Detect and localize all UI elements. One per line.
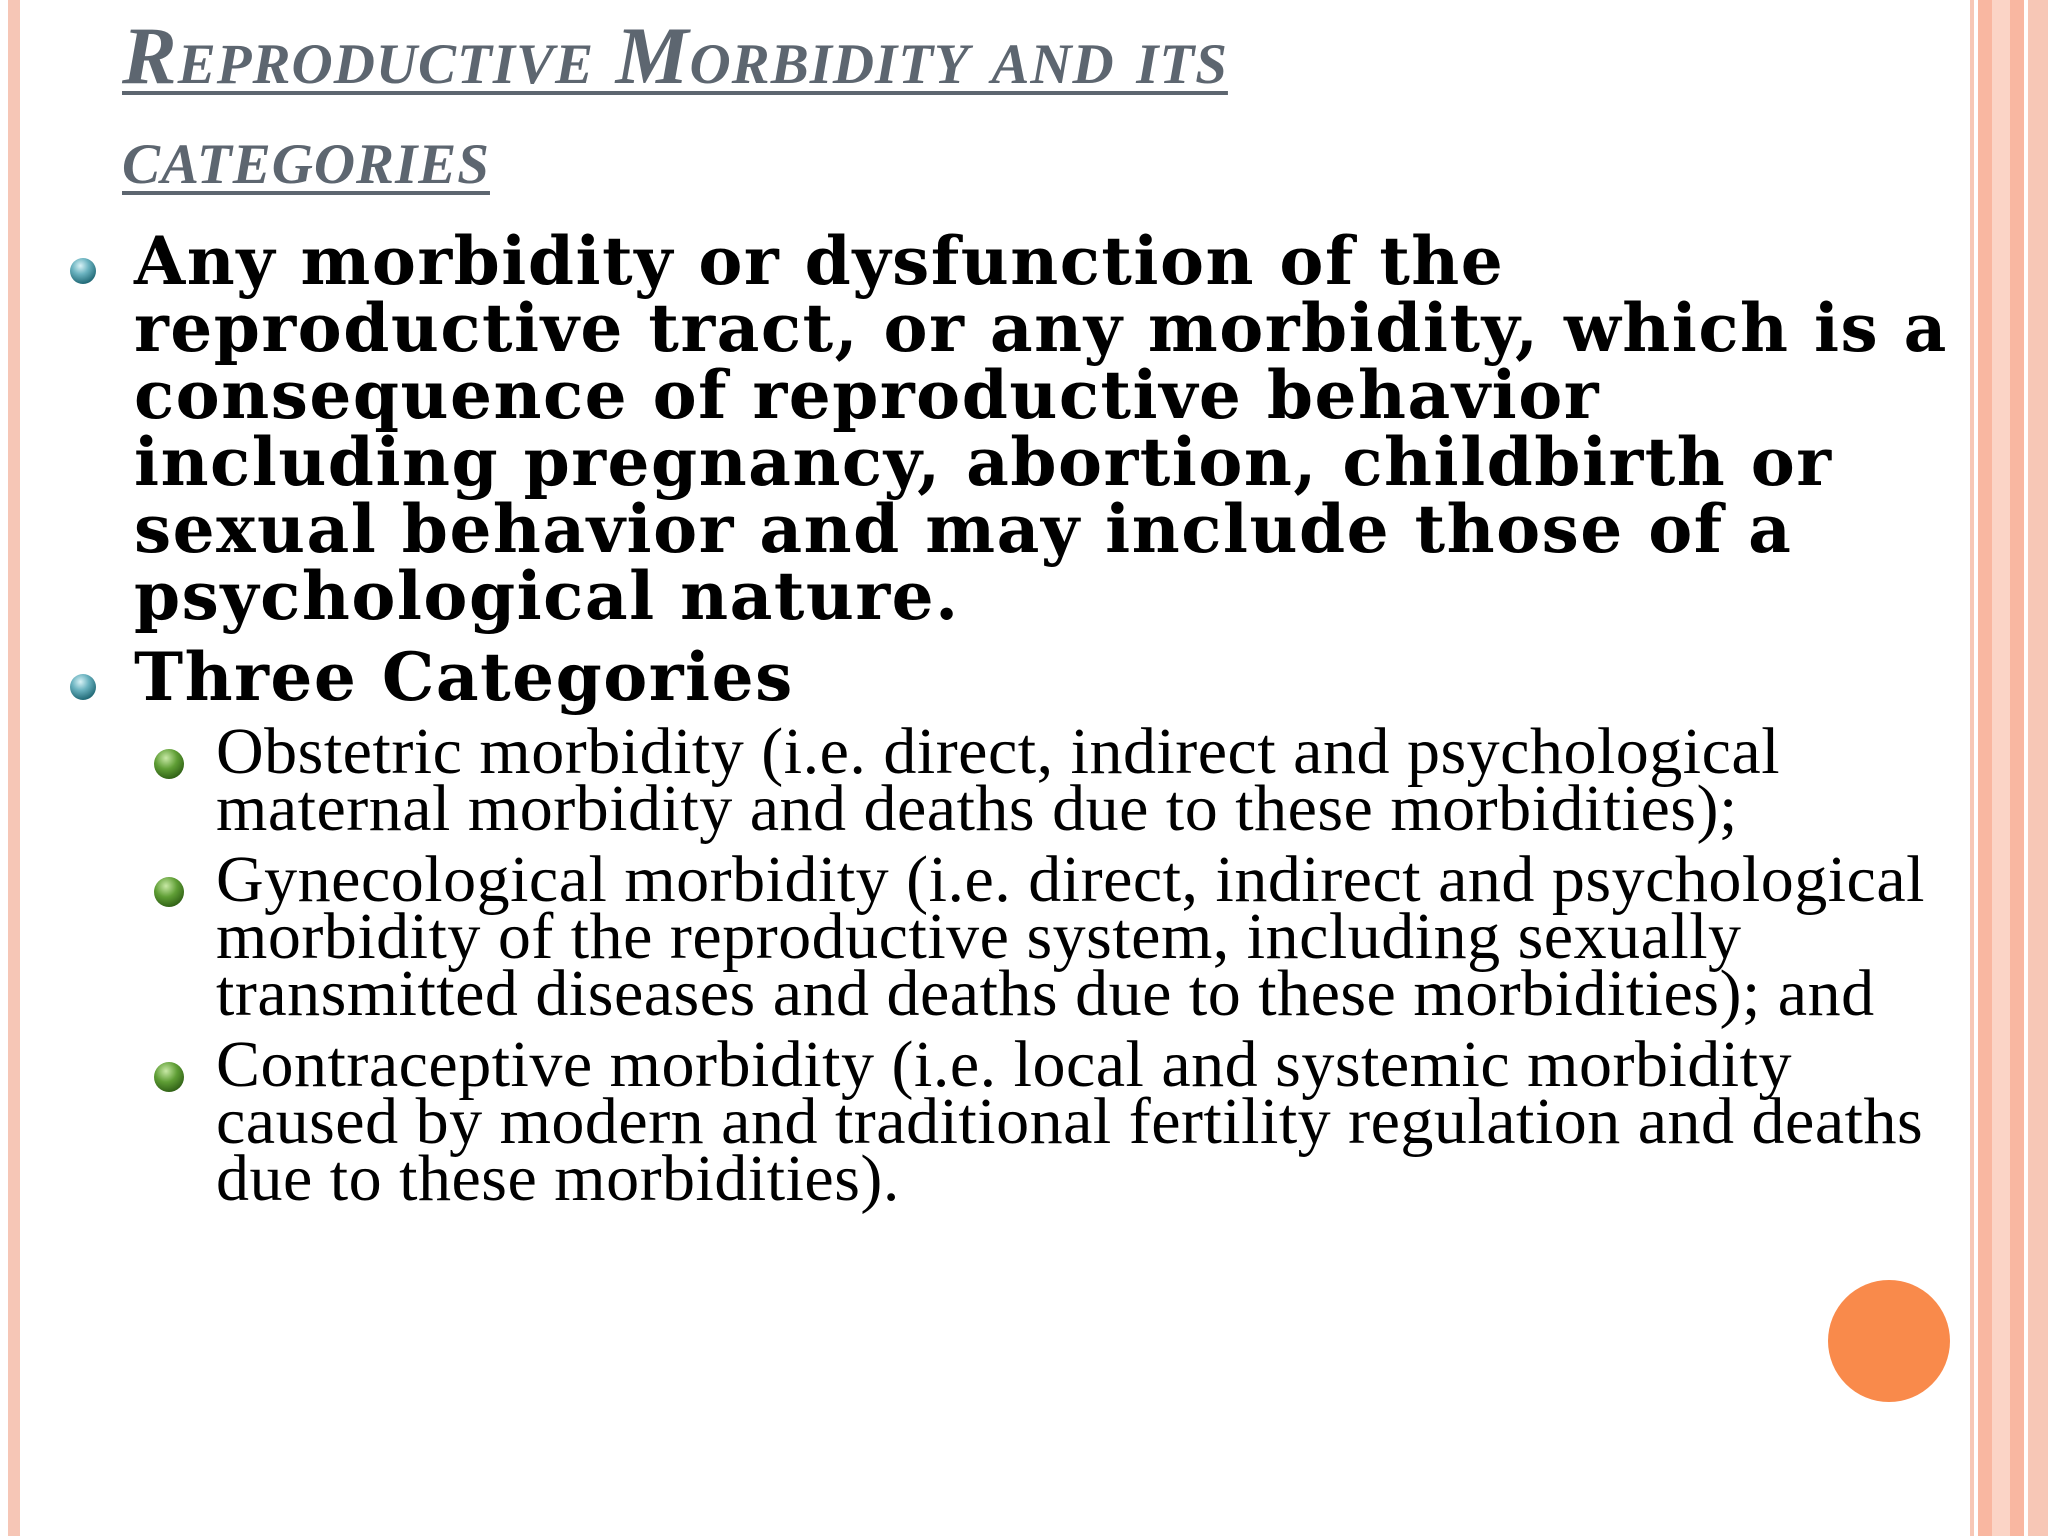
slide-title-line1: Reproductive Morbidity and its [122, 10, 1228, 101]
category-list [60, 715, 1972, 1215]
bullet-icon [70, 674, 96, 700]
right-border-decoration [1966, 0, 2048, 1536]
bullet-definition-text: Any morbidity or dysfunction of the reproductive tract, or any morbidity, which is a consequence of reproductive behavior including pregnancy, abortion, childbirth or sexual behavior and may include those of a psychological nature. [134, 222, 1948, 635]
slide-title [122, 6, 1662, 206]
bullet-three-categories [60, 638, 1972, 716]
sub-bullet-icon [154, 877, 184, 907]
slide-content [60, 222, 1972, 1221]
category-item-contraceptive [216, 1028, 1972, 1215]
bullet-icon [70, 258, 96, 284]
category-item-text: Obstetric morbidity (i.e. direct, indirect and psychological maternal morbidity and deaths due to these morbidities); [216, 715, 1781, 845]
bullet-definition [60, 222, 1972, 635]
sub-bullet-icon [154, 749, 184, 779]
left-border-decoration [0, 0, 24, 1536]
category-item-text: Contraceptive morbidity (i.e. local and systemic morbidity caused by modern and traditional fertility regulation and deaths due to these morbidities). [216, 1028, 1924, 1215]
bullet-three-categories-text: Three Categories [134, 638, 794, 716]
slide-title-line2: categories [122, 110, 490, 201]
sub-bullet-icon [154, 1062, 184, 1092]
orange-circle-decoration [1828, 1280, 1950, 1402]
category-item-text: Gynecological morbidity (i.e. direct, indirect and psychological morbidity of the reproductive system, including sexually transmitted diseases and deaths due to these morbidities); and [216, 843, 1925, 1030]
category-item-gynecological [216, 843, 1972, 1030]
category-item-obstetric [216, 715, 1972, 845]
